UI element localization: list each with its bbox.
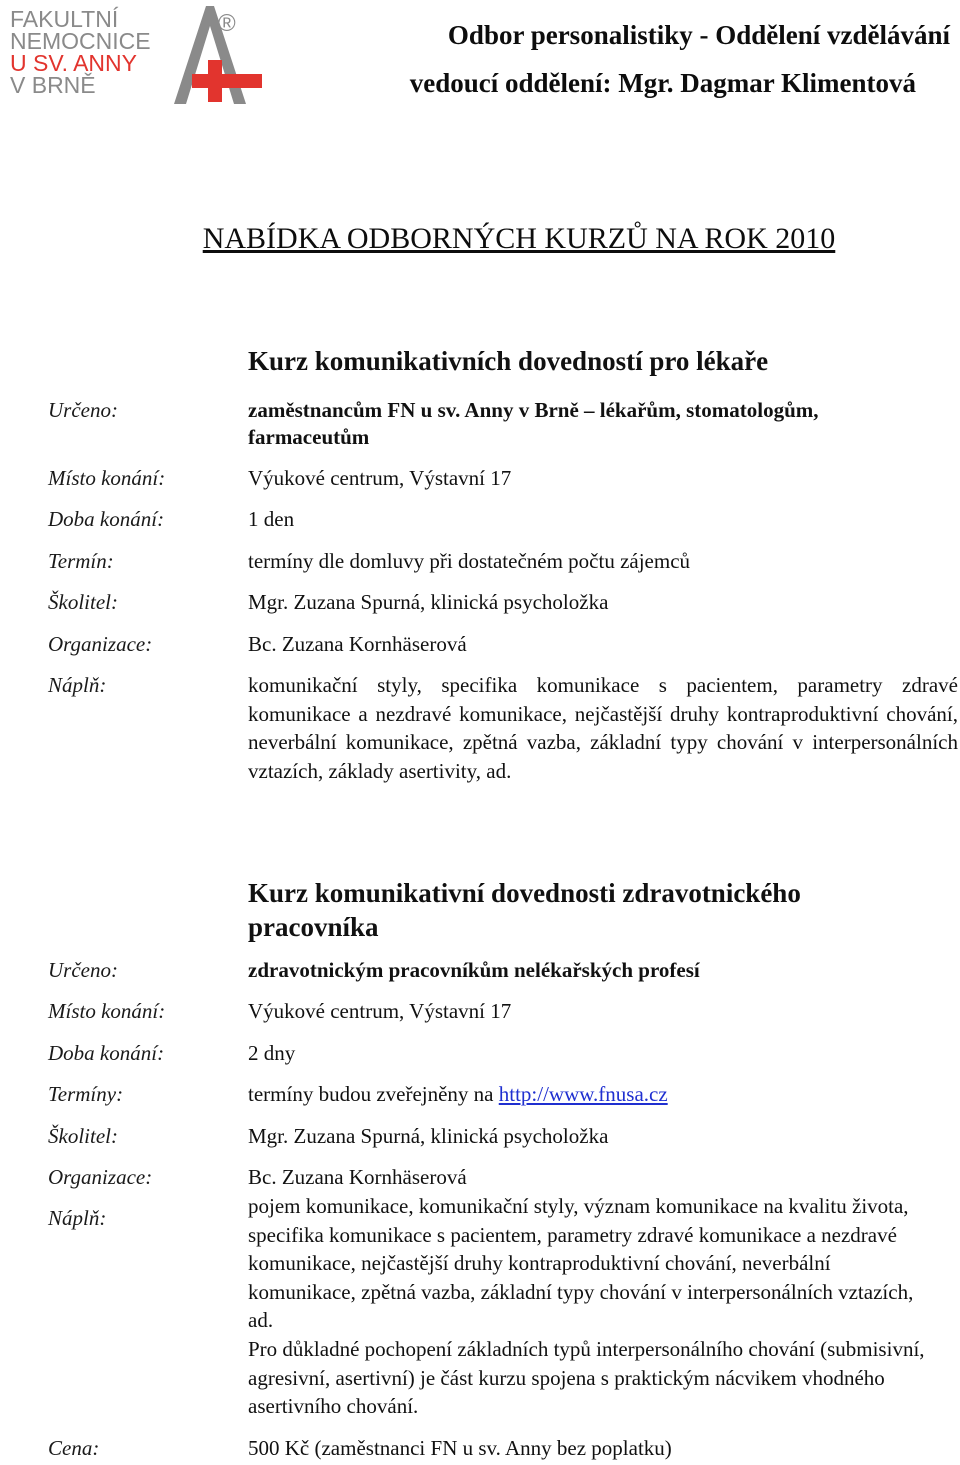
course2-terminy-text: termíny budou zveřejněny na <box>248 1082 499 1106</box>
course2-napln-paragraph-2: Pro důkladné pochopení základních typů interpersonálního chování (submisivní, agresivní, asertivní) je část kurzu spojena s praktickým nácvikem vhodného asertivního chování. <box>248 1337 925 1419</box>
course1-misto: Výukové centrum, Výstavní 17 <box>248 466 512 490</box>
course1-urceno-line1: zaměstnancům FN u sv. Anny v Brně – lékařům, stomatologům, <box>248 398 819 422</box>
logo-line-1: FAKULTNÍ <box>10 6 119 32</box>
course2-napln-label: Náplň: <box>48 1206 107 1230</box>
course1-skolitel-label: Školitel: <box>48 590 118 614</box>
department-title: Odbor personalistiky - Oddělení vzdělávání <box>447 20 950 50</box>
course1-urceno-label: Určeno: <box>48 398 118 422</box>
course2-urceno: zdravotnickým pracovníkům nelékařských profesí <box>248 958 700 982</box>
course2-misto: Výukové centrum, Výstavní 17 <box>248 999 512 1023</box>
course1-organizace-label: Organizace: <box>48 632 153 656</box>
course2-title: Kurz komunikativní dovednosti zdravotnického pracovníka <box>248 878 801 942</box>
course1-urceno-line2: farmaceutům <box>248 425 370 449</box>
logo-line-4: V BRNĚ <box>10 72 96 98</box>
fnusa-link[interactable]: http://www.fnusa.cz <box>498 1082 668 1106</box>
course2-napln-paragraph-1: pojem komunikace, komunikační styly, význam komunikace na kvalitu života, specifika komunikace s pacientem, parametry zdravé komunikace a nezdravé komunikace, nejčastější druhy kontraproduktivní chování, neverbální komunikace, zpětná vazba, základní typy chování v interpersonálních vztazích, ad. <box>248 1194 914 1333</box>
course1-napln-label: Náplň: <box>48 673 107 697</box>
course1-organizace: Bc. Zuzana Kornhäserová <box>248 632 467 656</box>
department-head: vedoucí oddělení: Mgr. Dagmar Klimentová <box>409 68 916 98</box>
registered-mark: ® <box>218 10 236 37</box>
course1-napln: komunikační styly, specifika komunikace s pacientem, parametry zdravé komunikace a nezdravé komunikace, nejčastější druhy kontraproduktivní chování, neverbální komunikace, zpětná vazba, základní typy chování v interpersonálních vztazích, základy asertivity, ad. <box>248 673 958 783</box>
course1-termin: termíny dle domluvy při dostatečném počtu zájemců <box>248 549 691 573</box>
course2-cena: 500 Kč (zaměstnanci FN u sv. Anny bez poplatku) <box>248 1436 672 1460</box>
page-title: NABÍDKA ODBORNÝCH KURZŮ NA ROK 2010 <box>202 222 836 255</box>
course1-misto-label: Místo konání: <box>48 466 166 490</box>
course2-skolitel: Mgr. Zuzana Spurná, klinická psycholožka <box>248 1124 609 1148</box>
hospital-logo <box>4 4 266 106</box>
logo-emblem-icon <box>144 4 266 106</box>
course2-doba-label: Doba konání: <box>48 1041 165 1065</box>
course1-skolitel: Mgr. Zuzana Spurná, klinická psycholožka <box>248 590 609 614</box>
course2-misto-label: Místo konání: <box>48 999 166 1023</box>
course1-doba-label: Doba konání: <box>48 507 165 531</box>
logo-line-2: NEMOCNICE <box>10 28 151 54</box>
course2-doba: 2 dny <box>248 1041 296 1065</box>
course1-doba: 1 den <box>248 507 295 531</box>
course2-cena-label: Cena: <box>48 1436 100 1460</box>
course1-termin-label: Termín: <box>48 549 114 573</box>
course2-urceno-label: Určeno: <box>48 958 118 982</box>
course2-organizace: Bc. Zuzana Kornhäserová <box>248 1165 467 1189</box>
course2-terminy-label: Termíny: <box>48 1082 124 1106</box>
course1-title: Kurz komunikativních dovedností pro lékaře <box>248 346 769 376</box>
course2-terminy <box>248 1082 668 1107</box>
course2-organizace-label: Organizace: <box>48 1165 153 1189</box>
course2-skolitel-label: Školitel: <box>48 1124 118 1148</box>
logo-line-3: U SV. ANNY <box>10 50 137 76</box>
